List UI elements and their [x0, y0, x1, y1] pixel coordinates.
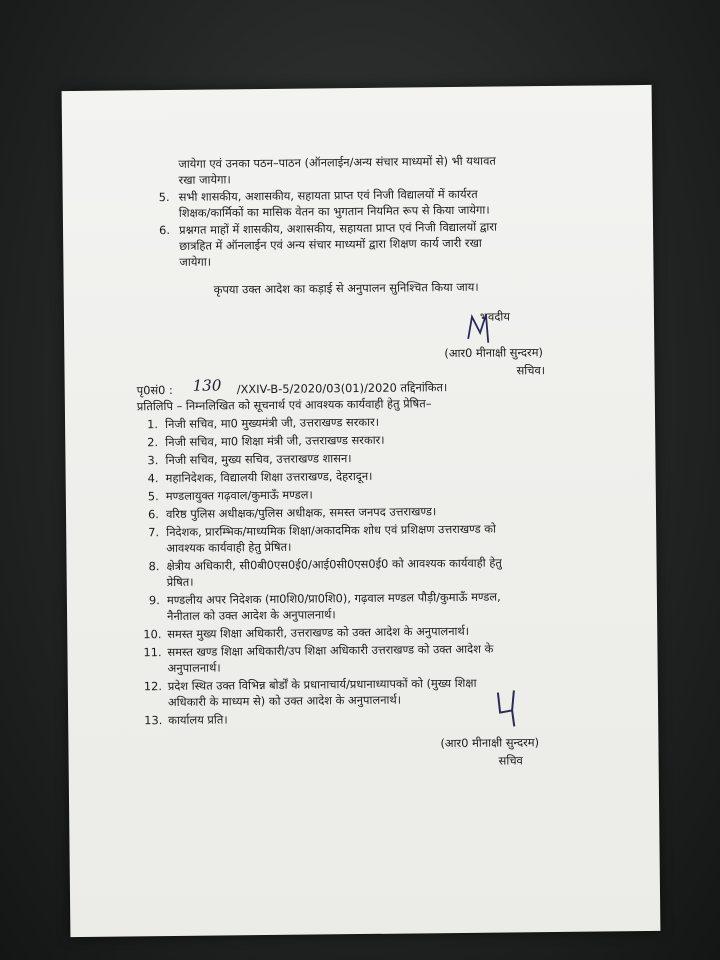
copy-item-number: 11.: [143, 645, 162, 660]
copy-item-number: 8.: [148, 559, 160, 574]
copy-item-text: मण्डलायुक्त गढ़वाल/कुमाऊँ मण्डल।: [165, 487, 313, 504]
copy-item-number: 4.: [147, 471, 159, 486]
point-6-line-3: जायेगा।: [179, 254, 212, 269]
copy-item-text: निदेशक, प्रारम्भिक/माध्यमिक शिक्षा/अकादमिक शोध एवं प्रशिक्षण उत्तराखण्ड को: [166, 521, 497, 540]
copy-item-text: मण्डलीय अपर निदेशक (मा0शि0/प्रा0शि0), गढ़वाल मण्डल पौड़ी/कुमाऊँ मण्डल,: [166, 589, 501, 608]
signatory-designation: सचिव।: [516, 363, 546, 378]
copy-item-number: 5.: [147, 489, 159, 504]
copy-item-number: 3.: [147, 453, 159, 468]
point-5-line-2: शिक्षक/कार्मिकों का मासिक वेतन का भुगतान नियमित रूप से किया जायेगा।: [178, 202, 490, 220]
copy-item-text: निजी सचिव, मा0 मुख्यमंत्री जी, उत्तराखण्ड सरकार।: [165, 414, 380, 432]
copy-item-number: 13.: [144, 713, 163, 728]
copy-item-text: निजी सचिव, मा0 शिक्षा मंत्री जी, उत्तराखण्ड सरकार।: [165, 432, 385, 450]
point-number: 5.: [158, 189, 170, 205]
point-number: 6.: [158, 222, 170, 238]
point-6-line-1: प्रश्नगत माहों में शासकीय, अशासकीय, सहायता प्राप्त एवं निजी विद्यालयों द्वारा: [178, 219, 497, 237]
copy-item-text: महानिदेशक, विद्यालयी शिक्षा उत्तराखण्ड, देहरादून।: [165, 468, 373, 486]
copy-item-text: अनुपालनार्थ।: [167, 660, 221, 676]
closing-text: भवदीय: [479, 309, 510, 324]
signature-mark: [490, 682, 531, 730]
copy-item-text: निजी सचिव, मुख्य सचिव, उत्तराखण्ड शासन।: [165, 451, 352, 468]
signatory-name-2: (आर0 मीनाक्षी सुन्दरम): [440, 735, 540, 751]
copy-item-text: समस्त खण्ड शिक्षा अधिकारी/उप शिक्षा अधिकारी उत्तराखण्ड को उक्त आदेश के: [167, 641, 494, 660]
signatory-designation-2: सचिव: [498, 753, 523, 768]
compliance-line: कृपया उक्त आदेश का कड़ाई से अनुपालन सुनिश्चित किया जाय।: [213, 279, 479, 297]
copy-item-number: 2.: [147, 435, 159, 450]
letter-page: [62, 85, 661, 937]
intro-line-2: रखा जायेगा।: [178, 172, 231, 187]
copy-item-text: वरिष्ठ पुलिस अधीक्षक/पुलिस अधीक्षक, समस्त जनपद उत्तराखण्ड।: [165, 504, 437, 522]
copy-item-text: प्रदेश स्थित उक्त विभिन्न बोर्डों के प्रधानाचार्य/प्रधानाध्यापकों को (मुख्य शिक्षा: [167, 675, 477, 694]
copy-item-number: 6.: [147, 507, 159, 522]
copy-item-text: क्षेत्रीय अधिकारी, सी0बी0एस0ई0/आई0सी0एस0ई0 को आवश्यक कार्यवाही हेतु: [166, 555, 502, 574]
intro-line-1: जायेगा एवं उनका पठन–पाठन (ऑनलाईन/अन्य संचार माध्यमों से) भी यथावत: [178, 153, 496, 171]
reference-handwritten-number: 130: [192, 376, 222, 395]
copy-item-text: समस्त मुख्य शिक्षा अधिकारी, उत्तराखण्ड को उक्त आदेश के अनुपालनार्थ।: [167, 623, 470, 642]
signatory-name: (आर0 मीनाक्षी सुन्दरम): [444, 345, 543, 361]
reference-code: /XXIV-B-5/2020/03(01)/2020 तद्दिनांकित।: [236, 380, 448, 397]
copy-item-text: कार्यालय प्रति।: [168, 712, 228, 728]
signature-mark: [462, 309, 502, 349]
copy-item-number: 10.: [143, 627, 162, 642]
copy-item-number: 1.: [147, 417, 159, 432]
point-5-line-1: सभी शासकीय, अशासकीय, सहायता प्राप्त एवं निजी विद्यालयों में कार्यरत: [178, 186, 478, 204]
reference-prefix: पृ0सं0 :: [136, 382, 173, 398]
copy-intro: प्रतिलिपि – निम्नलिखित को सूचनार्थ एवं आवश्यक कार्यवाही हेतु प्रेषित–: [136, 396, 432, 414]
copy-item-number: 12.: [143, 679, 163, 694]
copy-item-number: 9.: [148, 593, 160, 608]
copy-item-number: 7.: [148, 525, 160, 540]
copy-item-text: आवश्यक कार्यवाही हेतु प्रेषित।: [166, 539, 292, 556]
copy-item-text: अधिकारी के माध्यम से) को उक्त आदेश के अनुपालनार्थ।: [167, 692, 402, 710]
copy-item-text: प्रेषित।: [166, 574, 194, 590]
copy-item-text: नैनीताल को उक्त आदेश के अनुपालनार्थ।: [167, 607, 336, 624]
point-6-line-2: छात्रहित में ऑनलाईन एवं अन्य संचार माध्यमों द्वारा शिक्षण कार्य जारी रखा: [179, 235, 482, 253]
